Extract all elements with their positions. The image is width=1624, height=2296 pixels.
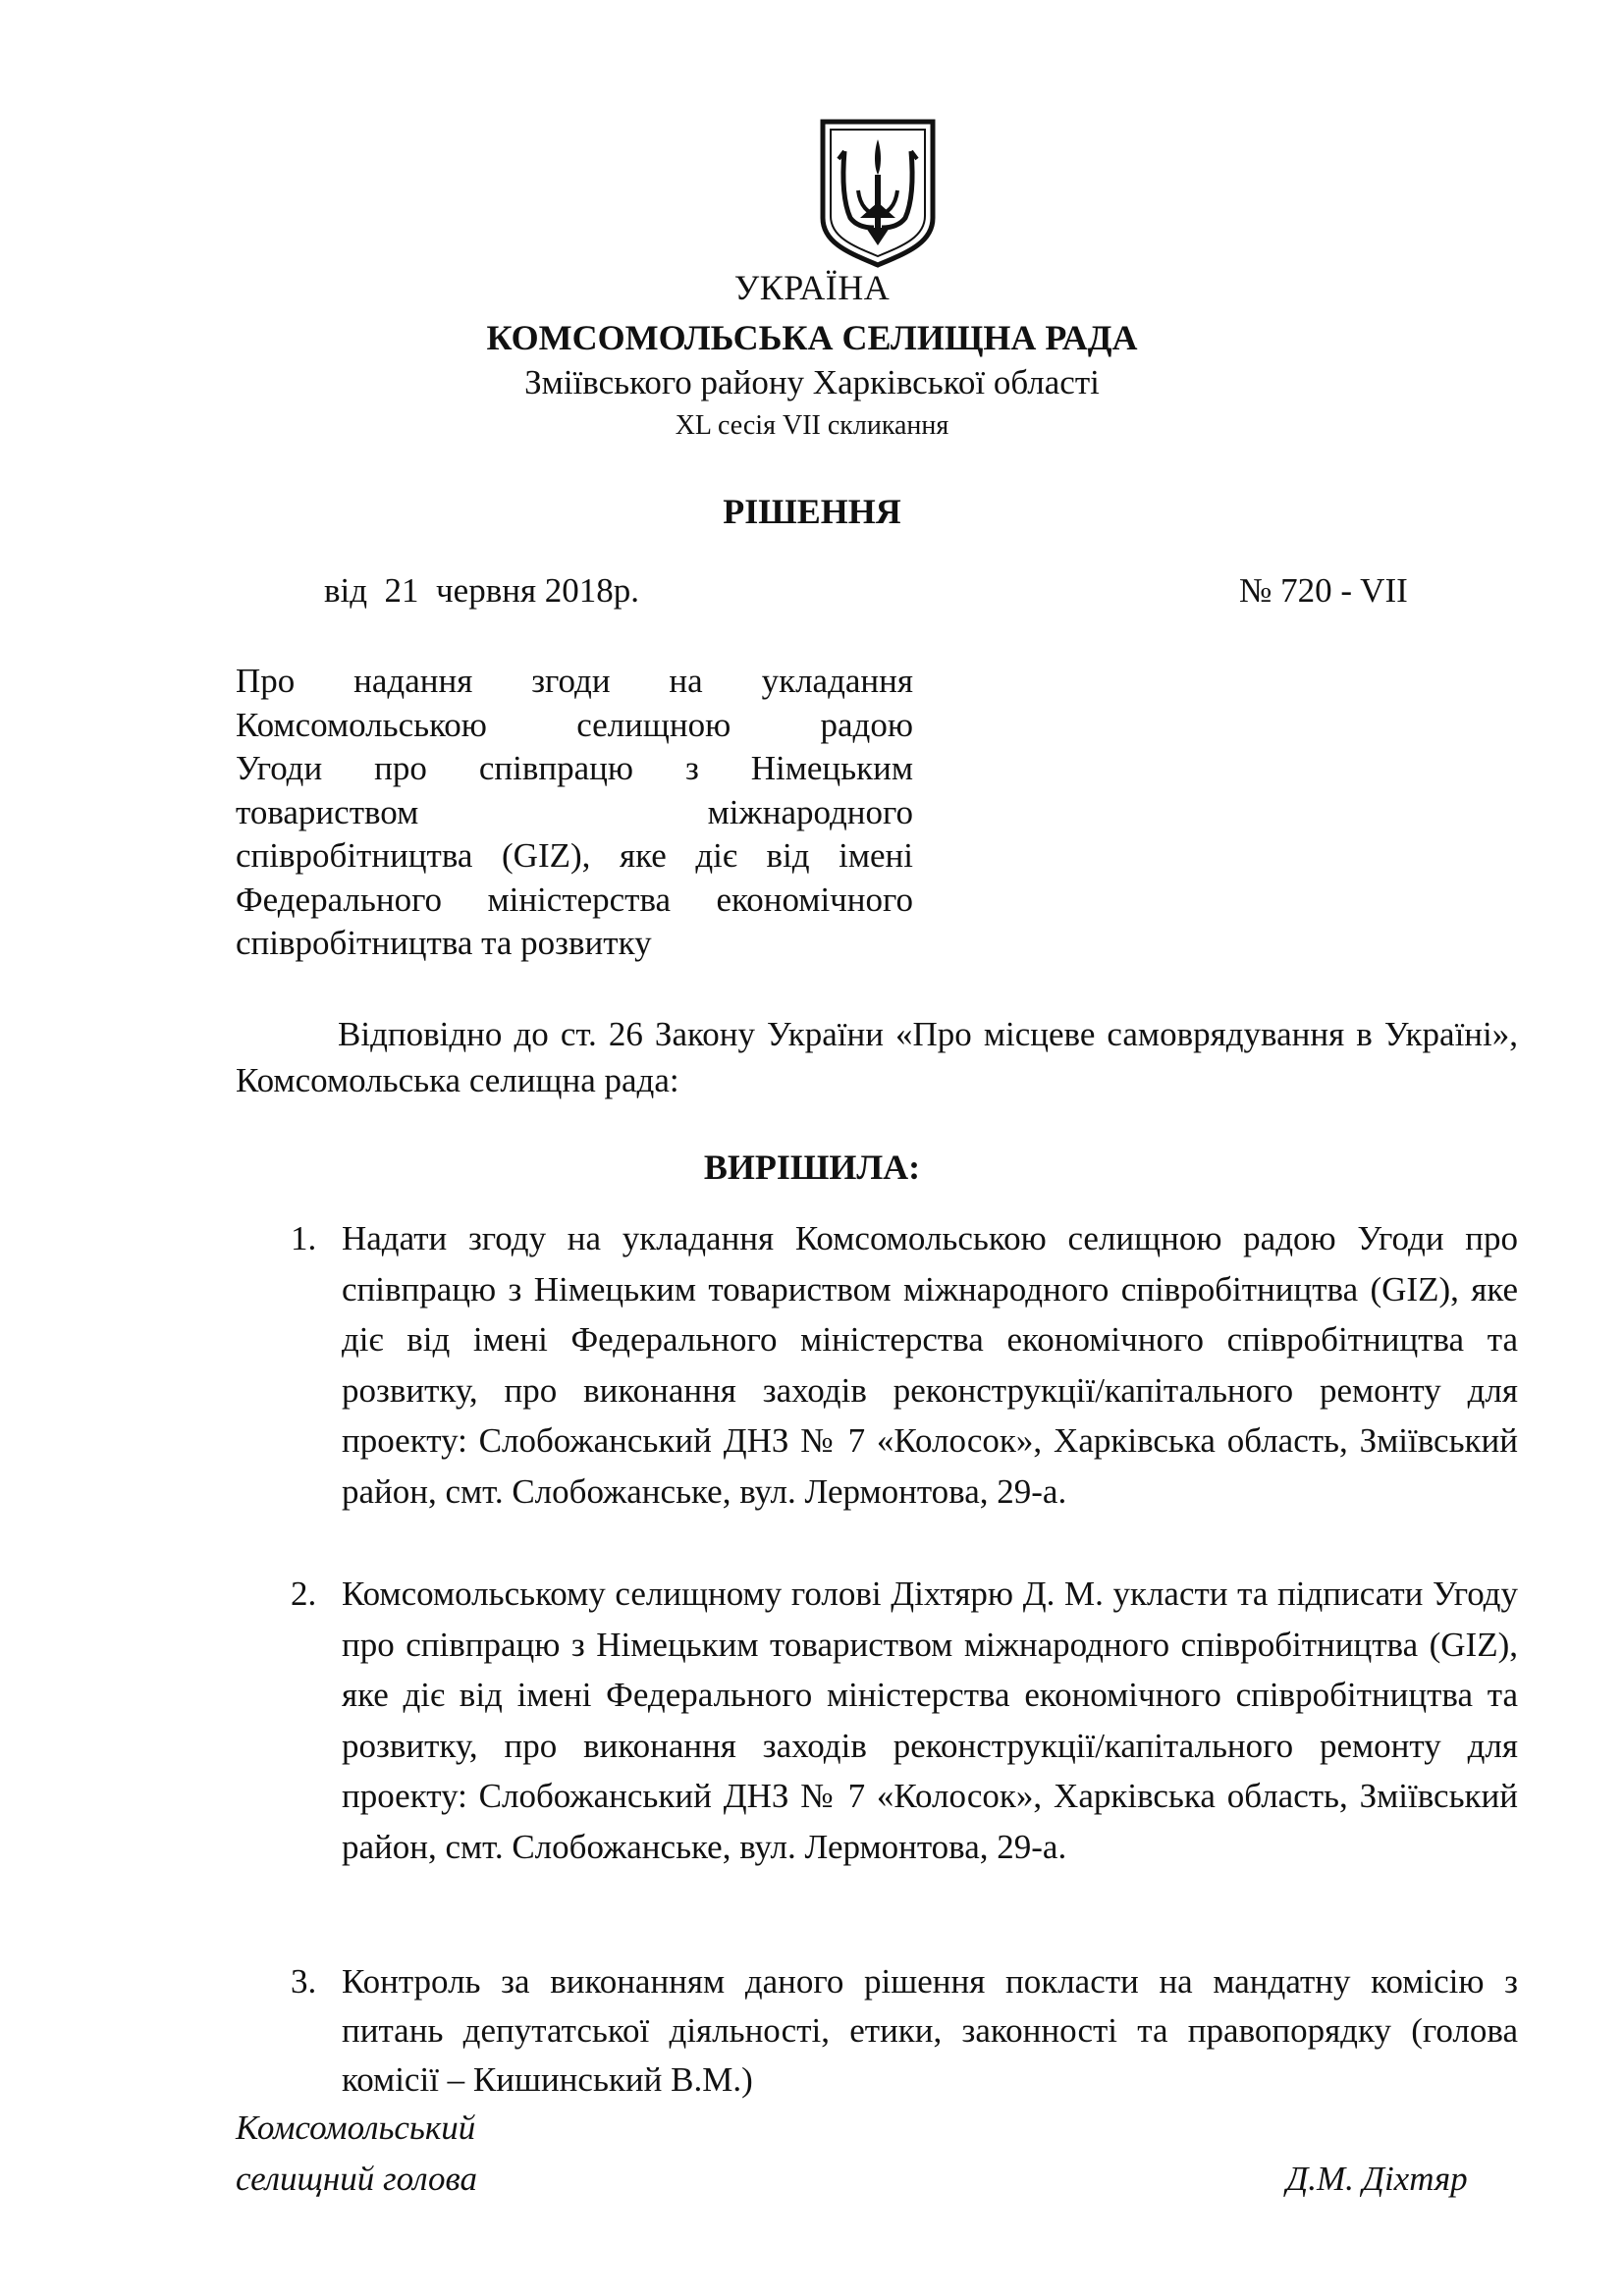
item-text: Контроль за виконанням даного рішення покласти на мандатну комісію з питань депутатської діяльності, етики, законності та правопорядку (голова комісії – Кишинський В.М.) (342, 1962, 1518, 2099)
item-number: 1. (291, 1219, 317, 1257)
country-name: УКРАЇНА (733, 268, 891, 307)
document-date: від 21 червня 2018р. (324, 571, 640, 610)
subject-line: Комсомольською селищною радою (236, 705, 913, 744)
signer-position: Комсомольський (236, 2109, 476, 2147)
subject-line: Угоди про співпрацю з Німецьким (236, 749, 913, 787)
subject-line: Федерального міністерства економічного (236, 880, 913, 919)
subject-line: співробітництва (GIZ), яке діє від імені (236, 836, 913, 875)
signer-name: Д.М. Діхтяр (1286, 2160, 1468, 2198)
item-number: 2. (291, 1575, 317, 1613)
document-type: РІШЕННЯ (723, 492, 901, 531)
document-number: № 720 - VII (1239, 571, 1408, 610)
preamble-paragraph: Відповідно до ст. 26 Закону України «Про місцеве самоврядування в Україні», Комсомольська селищна рада: (236, 1015, 1518, 1099)
decision-item (291, 1569, 1518, 1872)
decision-item (291, 1957, 1518, 2105)
session-info: XL сесія VII скликання (675, 410, 949, 441)
item-text: Надати згоду на укладання Комсомольською селищною радою Угоди про співпрацю з Німецьким товариством міжнародного співробітництва (GIZ), яке діє від імені Федерального міністерства економічного співробітництва та розвитку, про виконання заходів реконструкції/капітального ремонту для проекту: Слобожанський ДНЗ № 7 «Колосок», Харківська область, Зміївський район, смт. Слобожанське, вул. Лермонтова, 29-а. (342, 1219, 1518, 1511)
item-number: 3. (291, 1962, 317, 2001)
subject-line: товариством міжнародного (236, 792, 913, 831)
document-subject (236, 660, 913, 966)
subject-line: Про надання згоди на укладання (236, 662, 913, 700)
decision-heading: ВИРІШИЛА: (703, 1148, 921, 1187)
district-name: Зміївського району Харківської області (524, 363, 1100, 401)
item-text: Комсомольському селищному голові Діхтярю Д. М. укласти та підписати Угоду про співпрацю з Німецьким товариством міжнародного співробітництва (GIZ), яке діє від імені Федерального міністерства економічного співробітництва та розвитку, про виконання заходів реконструкції/капітального ремонту для проекту: Слобожанський ДНЗ № 7 «Колосок», Харківська область, Зміївський район, смт. Слобожанське, вул. Лермонтова, 29-а. (342, 1575, 1518, 1866)
decision-item (291, 1213, 1518, 1517)
trident-emblem-icon (817, 116, 939, 269)
signer-position: селищний голова (236, 2160, 477, 2198)
subject-line: співробітництва та розвитку (236, 924, 652, 962)
council-name: КОМСОМОЛЬСЬКА СЕЛИЩНА РАДА (486, 318, 1138, 357)
